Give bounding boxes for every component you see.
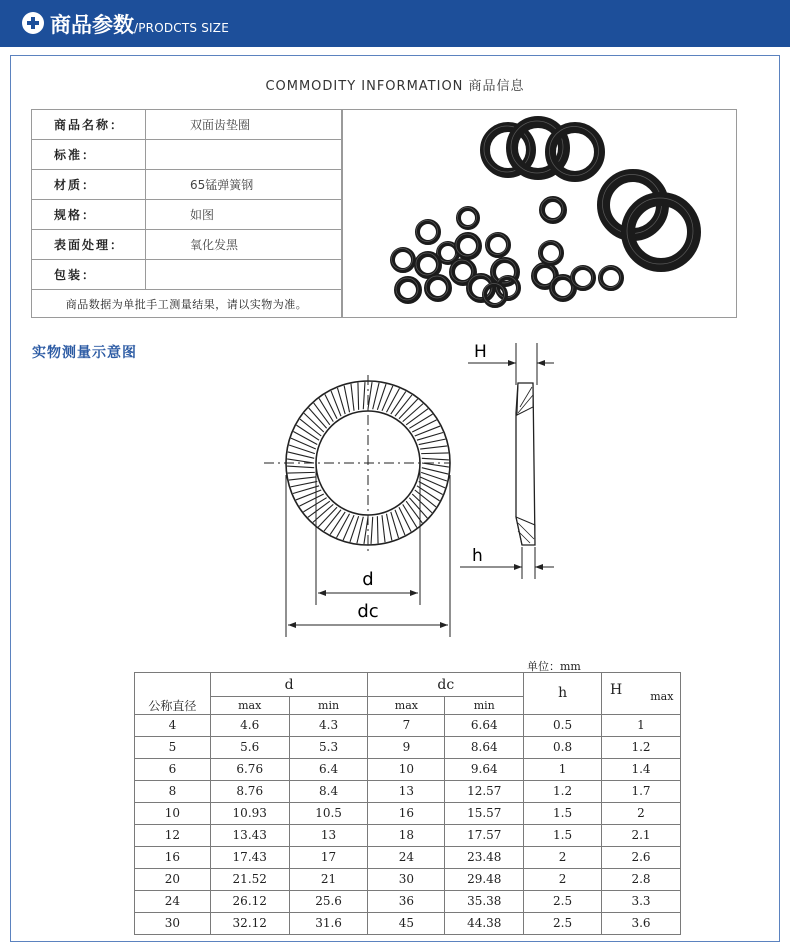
washer-tooth-line (358, 383, 359, 410)
commodity-title: COMMODITY INFORMATION 商品信息 (265, 79, 525, 94)
washer-tooth-line (337, 514, 350, 538)
cell-H-max: 2.1 (601, 824, 680, 846)
cell-h: 2.5 (524, 890, 602, 912)
cell-nominal-diameter: 20 (135, 868, 211, 890)
cell-h: 2.5 (524, 912, 602, 934)
d-arrow-right (410, 590, 418, 596)
cell-d-min: 8.4 (289, 780, 368, 802)
washer-tooth-line (304, 413, 324, 432)
cell-dc-max: 30 (368, 868, 445, 890)
washer-tooth-line (325, 394, 337, 418)
cell-d-max: 4.6 (210, 714, 289, 736)
spec-header-nominal: 公称直径 (135, 697, 211, 715)
cell-d-max: 10.93 (210, 802, 289, 824)
washer-tooth-line (287, 459, 314, 463)
cell-d-max: 8.76 (210, 780, 289, 802)
cell-H-max: 1 (601, 714, 680, 736)
washer-tooth-line (406, 409, 428, 425)
cell-H-max: 2.8 (601, 868, 680, 890)
plus-circle-icon (22, 12, 44, 34)
cell-dc-min: 6.64 (445, 714, 524, 736)
table-row (135, 714, 681, 736)
cell-dc-max: 16 (368, 802, 445, 824)
cell-dc-min: 9.64 (445, 758, 524, 780)
cell-dc-min: 29.48 (445, 868, 524, 890)
washer-tooth-line (308, 501, 330, 517)
cell-nominal-diameter: 4 (135, 714, 211, 736)
table-row (135, 780, 681, 802)
washer-tooth-line (288, 472, 315, 473)
washer-tooth-line (368, 382, 372, 409)
measurement-diagram (250, 335, 580, 650)
cell-dc-min: 15.57 (445, 802, 524, 824)
washer-tooth-line (289, 445, 315, 454)
cell-H-max: 1.7 (601, 780, 680, 802)
dc-label: dc (357, 601, 379, 622)
cell-dc-min: 23.48 (445, 846, 524, 868)
H-arrow-left (508, 360, 516, 366)
washer-tooth-line (412, 494, 432, 513)
cell-h: 1.5 (524, 824, 602, 846)
cell-nominal-diameter: 12 (135, 824, 211, 846)
info-label: 包装： (32, 260, 146, 290)
cell-d-max: 6.76 (210, 758, 289, 780)
washer-tooth-line (364, 517, 368, 544)
washer-tooth-line (373, 383, 379, 409)
washer-tooth-line (409, 498, 427, 518)
cell-d-max: 32.12 (210, 912, 289, 934)
cell-d-min: 25.6 (289, 890, 368, 912)
cell-h: 2 (524, 868, 602, 890)
cell-h: 2 (524, 846, 602, 868)
info-row (32, 170, 342, 200)
spec-header-dc-min: min (445, 697, 524, 715)
washer-tooth-line (293, 432, 317, 445)
cell-d-min: 10.5 (289, 802, 368, 824)
diagram-title: 实物测量示意图 (32, 345, 137, 361)
washer-tooth-line (403, 404, 423, 422)
cell-H-max: 3.6 (601, 912, 680, 934)
info-label: 材质： (32, 170, 146, 200)
washer-tooth-line (314, 403, 330, 425)
spec-header-dc: dc (368, 673, 524, 697)
cell-dc-max: 13 (368, 780, 445, 802)
info-label: 表面处理： (32, 230, 146, 260)
washer-tooth-line (377, 384, 386, 410)
washer-tooth-line (357, 517, 363, 543)
info-row (32, 230, 342, 260)
d-label: d (362, 569, 374, 590)
info-label: 规格： (32, 200, 146, 230)
table-row (135, 846, 681, 868)
washer-tooth-line (319, 398, 333, 421)
cell-dc-max: 9 (368, 736, 445, 758)
cell-dc-max: 7 (368, 714, 445, 736)
cell-nominal-diameter: 10 (135, 802, 211, 824)
cell-d-max: 13.43 (210, 824, 289, 846)
cell-d-min: 5.3 (289, 736, 368, 758)
cell-dc-min: 8.64 (445, 736, 524, 758)
info-row (32, 140, 342, 170)
info-value: 氧化发黑 (146, 230, 342, 260)
cell-dc-max: 24 (368, 846, 445, 868)
info-row (32, 110, 342, 140)
washer-tooth-line (351, 384, 354, 411)
washer-tooth-line (422, 463, 449, 467)
info-row (32, 200, 342, 230)
h-arrow-right (535, 564, 543, 570)
cell-dc-min: 17.57 (445, 824, 524, 846)
info-value (146, 260, 342, 290)
table-row (135, 890, 681, 912)
cell-H-max: 1.4 (601, 758, 680, 780)
washer-tooth-line (363, 382, 365, 409)
washer-tooth-line (350, 516, 359, 542)
table-row (135, 802, 681, 824)
cell-d-max: 17.43 (210, 846, 289, 868)
washer-tooth-line (377, 516, 378, 543)
washer-tooth-line (324, 510, 341, 531)
cell-dc-min: 35.38 (445, 890, 524, 912)
washer-tooth-line (415, 490, 436, 507)
cell-dc-max: 36 (368, 890, 445, 912)
cell-h: 1.5 (524, 802, 602, 824)
cell-dc-max: 45 (368, 912, 445, 934)
washer-tooth-line (421, 453, 448, 454)
washer-tooth-line (399, 507, 411, 531)
washer-tooth-line (391, 391, 406, 414)
table-row (135, 758, 681, 780)
washer-tooth-line (289, 477, 316, 480)
washer-tooth-line (422, 468, 448, 474)
cell-nominal-diameter: 24 (135, 890, 211, 912)
cell-nominal-diameter: 6 (135, 758, 211, 780)
cell-nominal-diameter: 16 (135, 846, 211, 868)
washer-tooth-line (371, 517, 373, 544)
spec-header-d: d (210, 673, 368, 697)
cell-h: 1 (524, 758, 602, 780)
washer-tooth-line (419, 481, 443, 494)
washer-tooth-line (287, 466, 314, 468)
washer-tooth-line (330, 512, 345, 535)
cell-dc-max: 10 (368, 758, 445, 780)
table-row (135, 912, 681, 934)
d-arrow-left (318, 590, 326, 596)
washer-tooth-line (299, 494, 323, 506)
washer-tooth-line (296, 425, 319, 440)
cell-d-min: 13 (289, 824, 368, 846)
product-photo (342, 109, 737, 318)
washer-tooth-line (419, 439, 446, 444)
spec-header-blank (135, 673, 211, 697)
cell-d-min: 21 (289, 868, 368, 890)
washers-photo-illustration (343, 110, 736, 317)
spec-header-d-min: min (289, 697, 368, 715)
section-title (50, 9, 229, 39)
spec-header-d-max: max (210, 697, 289, 715)
info-value: 如图 (146, 200, 342, 230)
spec-table-body (135, 714, 681, 934)
spec-header-row (135, 673, 681, 697)
info-value (146, 140, 342, 170)
washer-tooth-line (420, 446, 447, 449)
cell-H-max: 3.3 (601, 890, 680, 912)
spec-header-H-symbol: H (609, 682, 623, 699)
table-row (135, 736, 681, 758)
washer-tooth-line (300, 419, 321, 436)
spec-header-H (601, 673, 680, 715)
cell-dc-max: 18 (368, 824, 445, 846)
cell-h: 0.8 (524, 736, 602, 758)
info-row (32, 260, 342, 290)
cell-d-min: 31.6 (289, 912, 368, 934)
H-label: H (474, 342, 487, 362)
info-value: 65锰弹簧钢 (146, 170, 342, 200)
washer-tooth-line (288, 452, 314, 458)
washer-tooth-line (291, 481, 318, 486)
cell-d-max: 26.12 (210, 890, 289, 912)
table-row (135, 824, 681, 846)
cell-nominal-diameter: 30 (135, 912, 211, 934)
washer-tooth-line (422, 458, 449, 460)
h-arrow-left (514, 564, 522, 570)
cell-d-max: 5.6 (210, 736, 289, 758)
cell-d-min: 6.4 (289, 758, 368, 780)
cell-d-min: 4.3 (289, 714, 368, 736)
washer-tooth-line (386, 514, 391, 541)
cell-dc-min: 12.57 (445, 780, 524, 802)
unit-label: 单位：mm (527, 660, 581, 673)
washer-tooth-line (409, 414, 432, 428)
washer-tooth-line (403, 504, 417, 527)
section-title-main: 商品参数 (50, 13, 134, 37)
spec-header-H-max: max (650, 690, 674, 704)
washer-tooth-line (309, 408, 327, 428)
washer-tooth-line (421, 472, 447, 481)
washer-tooth-line (395, 395, 412, 416)
cell-h: 1.2 (524, 780, 602, 802)
dc-arrow-right (440, 622, 448, 628)
section-title-sub: /PRODCTS SIZE (134, 21, 230, 35)
cell-d-min: 17 (289, 846, 368, 868)
spec-table (134, 672, 681, 935)
table-row (135, 868, 681, 890)
washer-tooth-line (318, 507, 337, 527)
washer-tooth-line (382, 515, 385, 542)
cell-d-max: 21.52 (210, 868, 289, 890)
cell-nominal-diameter: 8 (135, 780, 211, 802)
h-label: h (472, 546, 483, 566)
cell-h: 0.5 (524, 714, 602, 736)
cell-H-max: 1.2 (601, 736, 680, 758)
washer-tooth-line (344, 386, 349, 413)
washer-tooth-line (303, 498, 326, 512)
info-note: 商品数据为单批手工测量结果，请以实物为准。 (32, 290, 342, 318)
cell-H-max: 2.6 (601, 846, 680, 868)
washer-tooth-line (412, 420, 436, 432)
section-header (0, 0, 790, 47)
cell-dc-min: 44.38 (445, 912, 524, 934)
dc-arrow-left (288, 622, 296, 628)
info-label: 商品名称： (32, 110, 146, 140)
cell-nominal-diameter: 5 (135, 736, 211, 758)
info-note-row (32, 290, 342, 318)
cell-H-max: 2 (601, 802, 680, 824)
info-value: 双面齿垫圈 (146, 110, 342, 140)
spec-header-h: h (524, 673, 602, 715)
info-table (31, 109, 342, 318)
washer-ring-highlight (550, 127, 599, 176)
H-arrow-right (537, 360, 545, 366)
spec-header-dc-max: max (368, 697, 445, 715)
info-label: 标准： (32, 140, 146, 170)
washer-tooth-line (386, 388, 399, 412)
washer-tooth-line (399, 399, 418, 419)
